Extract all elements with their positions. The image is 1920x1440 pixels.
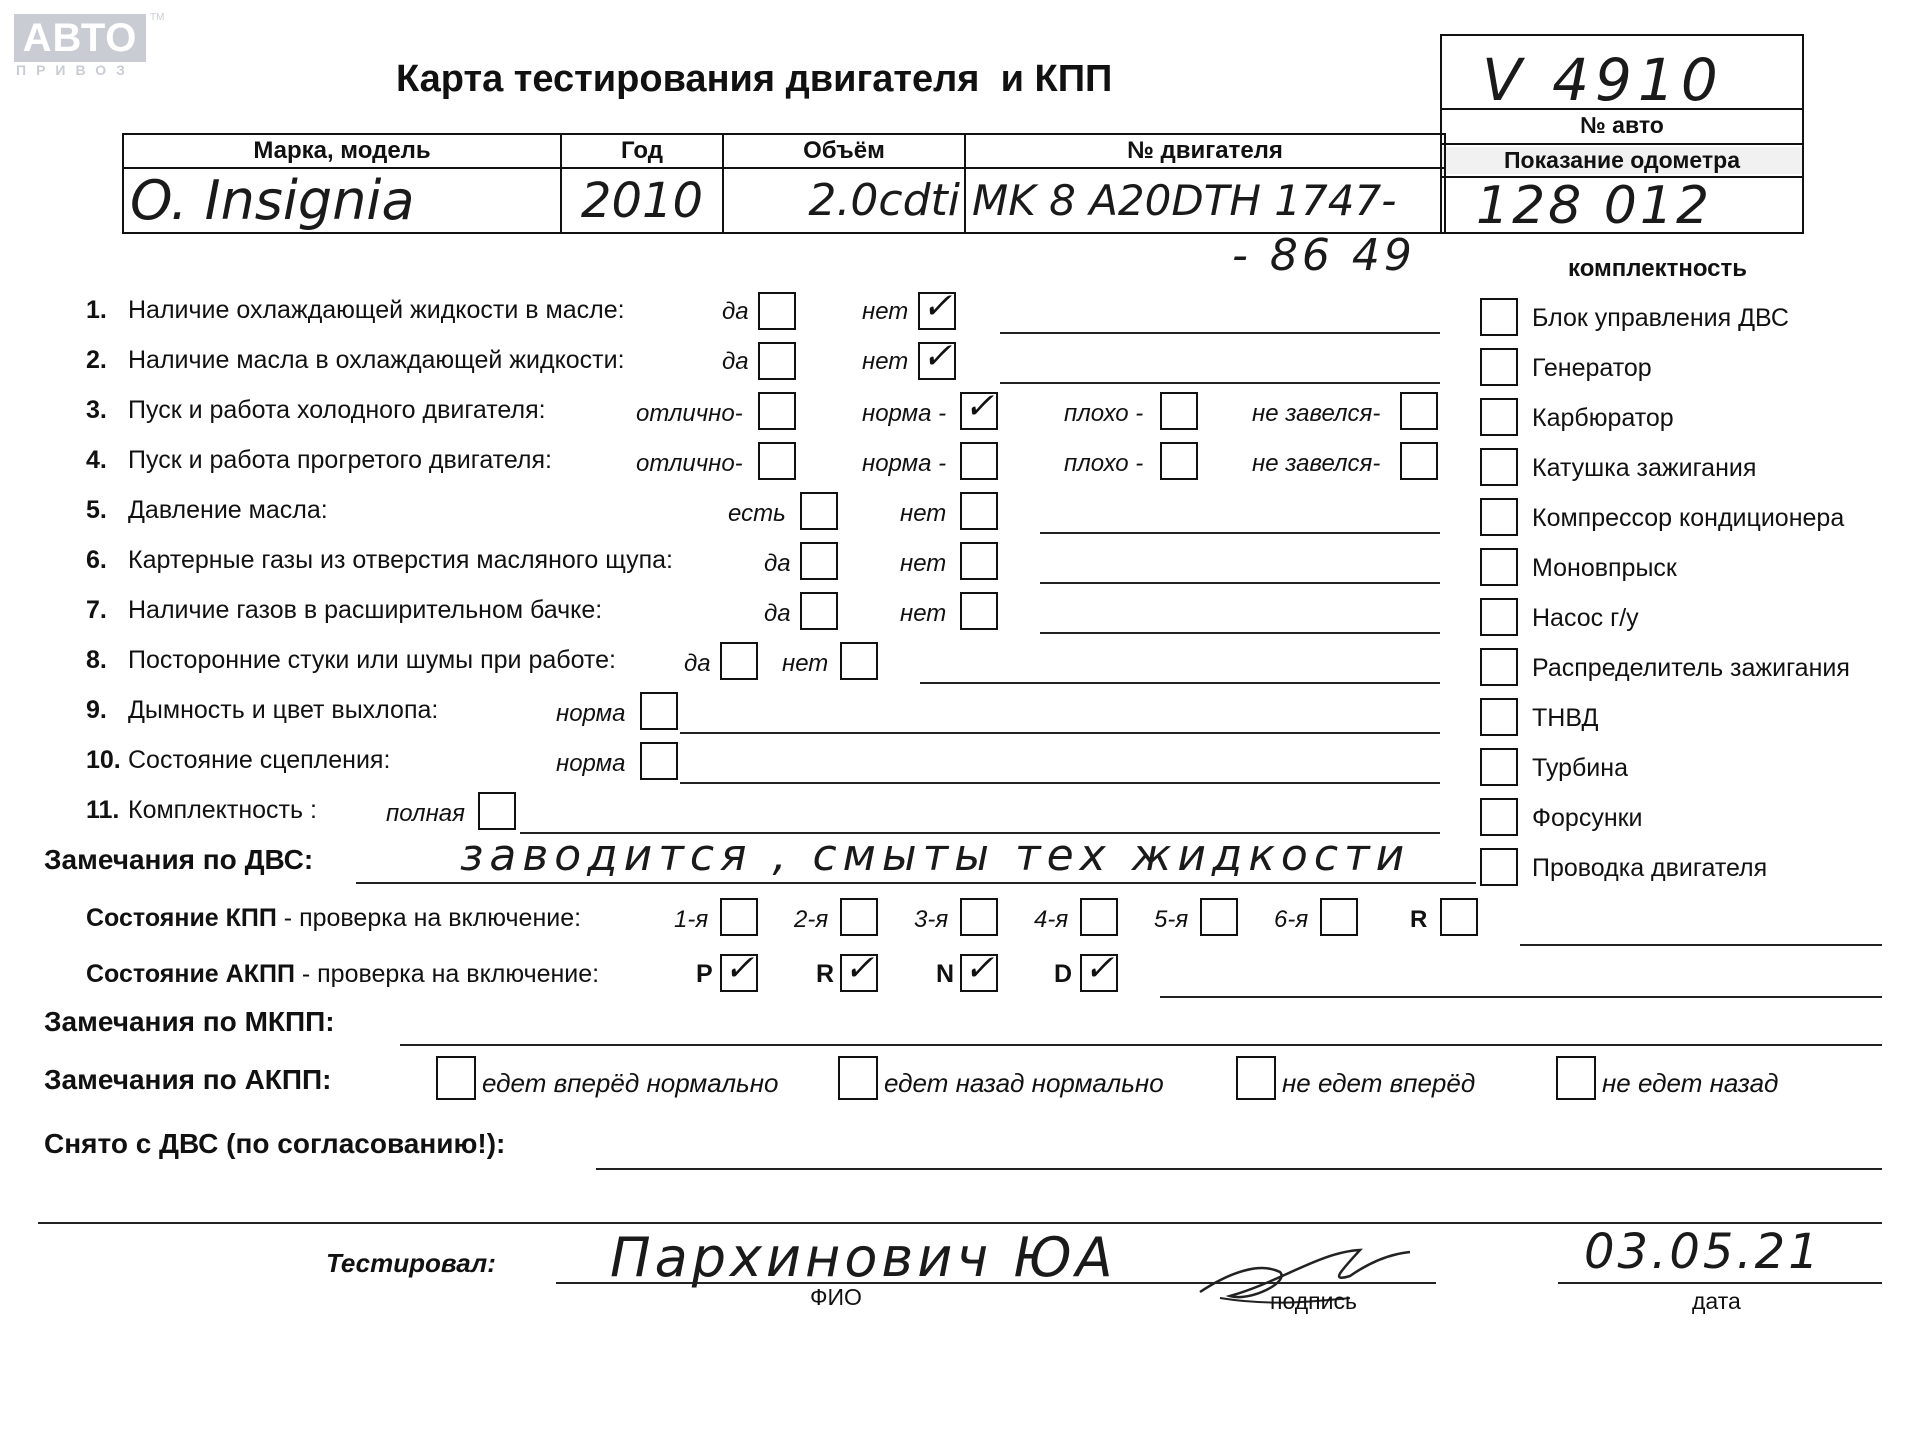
odometer-label: Показание одометра [1442, 147, 1802, 174]
q4-box-normal[interactable] [960, 442, 998, 480]
check-mark-icon: ✓ [724, 947, 755, 988]
auto-backward-normal-box[interactable] [838, 1056, 878, 1100]
q8-text: Посторонние стуки или шумы при работе: [128, 646, 616, 674]
comp-box-monoinjection[interactable] [1480, 548, 1518, 586]
q8-box-net[interactable] [840, 642, 878, 680]
q10-opt-norm: норма [556, 750, 626, 777]
comp-box-injectors[interactable] [1480, 798, 1518, 836]
comp-box-carburetor[interactable] [1480, 398, 1518, 436]
date-value: 03.05.21 [1584, 1224, 1822, 1280]
col-engine-number: № двигателя [965, 134, 1445, 168]
q5-box-net[interactable] [960, 492, 998, 530]
auto-no-backward-box[interactable] [1556, 1056, 1596, 1100]
col-volume: Объём [723, 134, 965, 168]
q7-opt-net: нет [900, 600, 947, 627]
comp-box-ecu[interactable] [1480, 298, 1518, 336]
check-mark-icon: ✓ [964, 385, 995, 426]
q8-num: 8. [86, 646, 107, 674]
q3-box-normal[interactable] [960, 385, 998, 430]
q5-opt-net: нет [900, 500, 947, 527]
gear-3-label: 3-я [914, 906, 949, 933]
comp-item: Насос г/у [1532, 604, 1639, 632]
q8-box-da[interactable] [720, 642, 758, 680]
gear-6-label: 6-я [1274, 906, 1309, 933]
gear-5-box[interactable] [1200, 898, 1238, 936]
q4-box-bad[interactable] [1160, 442, 1198, 480]
q5-opt-est: есть [728, 500, 786, 527]
comp-item: ТНВД [1532, 704, 1599, 732]
check-mark-icon: ✓ [922, 285, 953, 326]
q5-box-est[interactable] [800, 492, 838, 530]
auto-gear-d-label: D [1054, 960, 1073, 988]
gear-3-box[interactable] [960, 898, 998, 936]
auto-gear-n-box[interactable] [960, 947, 998, 992]
tested-label: Тестировал: [326, 1248, 496, 1278]
q5-num: 5. [86, 496, 107, 524]
q1-text: Наличие охлаждающей жидкости в масле: [128, 296, 625, 324]
q3-opt-excellent: отлично- [636, 400, 743, 427]
auto-gear-r-label: R [816, 960, 835, 988]
comp-item: Проводка двигателя [1532, 854, 1768, 882]
q9-text: Дымность и цвет выхлопа: [128, 696, 439, 724]
q8-opt-da: да [684, 650, 711, 677]
q6-opt-da: да [764, 550, 791, 577]
q9-num: 9. [86, 696, 107, 724]
comp-box-ac-compressor[interactable] [1480, 498, 1518, 536]
q7-box-net[interactable] [960, 592, 998, 630]
q2-box-net[interactable] [918, 335, 956, 380]
check-mark-icon: ✓ [844, 947, 875, 988]
removed-label: Снято с ДВС (по согласованию!): [44, 1128, 506, 1159]
q2-opt-net: нет [862, 348, 909, 375]
manual-remarks-label: Замечания по МКПП: [44, 1006, 335, 1037]
auto-gear-d-box[interactable] [1080, 947, 1118, 992]
q6-box-da[interactable] [800, 542, 838, 580]
q7-box-da[interactable] [800, 592, 838, 630]
auto-no-forward-label: не едет вперёд [1282, 1068, 1476, 1098]
car-number-value: V 4910 [1482, 46, 1724, 114]
comp-box-ps-pump[interactable] [1480, 598, 1518, 636]
logo-tm: TM [150, 12, 165, 23]
gear-6-box[interactable] [1320, 898, 1358, 936]
q11-opt-full: полная [386, 800, 465, 827]
auto-forward-normal-box[interactable] [436, 1056, 476, 1100]
gear-r-box[interactable] [1440, 898, 1478, 936]
engine-remarks-value: заводится , смыты тех жидкости [460, 830, 1411, 881]
col-year: Год [561, 134, 723, 168]
q11-num: 11. [86, 796, 120, 824]
q5-text: Давление масла: [128, 496, 328, 524]
q4-opt-no-start: не завелся- [1252, 450, 1381, 477]
tester-name-value: Пархинович ЮА [610, 1226, 1117, 1289]
q8-opt-net: нет [782, 650, 829, 677]
auto-forward-normal-label: едет вперёд нормально [482, 1068, 779, 1098]
check-mark-icon: ✓ [1084, 947, 1115, 988]
comp-item: Распределитель зажигания [1532, 654, 1850, 682]
q11-text: Комплектность : [128, 796, 317, 824]
gear-1-box[interactable] [720, 898, 758, 936]
q3-opt-normal: норма - [862, 400, 947, 427]
comp-item: Турбина [1532, 754, 1628, 782]
q3-num: 3. [86, 396, 107, 424]
q1-num: 1. [86, 296, 107, 324]
comp-item: Блок управления ДВС [1532, 304, 1789, 332]
gear-4-label: 4-я [1034, 906, 1069, 933]
make-model-value: O. Insignia [123, 168, 561, 233]
q3-box-bad[interactable] [1160, 392, 1198, 430]
auto-backward-normal-label: едет назад нормально [884, 1068, 1164, 1098]
logo-sub: ПРИВОЗ [16, 62, 135, 78]
q4-box-no-start[interactable] [1400, 442, 1438, 480]
car-number-label: № авто [1580, 112, 1664, 138]
q4-text: Пуск и работа прогретого двигателя: [128, 446, 552, 474]
q4-opt-bad: плохо - [1064, 450, 1144, 477]
auto-gear-r-box[interactable] [840, 947, 878, 992]
engine-remarks-label: Замечания по ДВС: [44, 844, 314, 875]
completeness-title: комплектность [1568, 255, 1748, 282]
q4-num: 4. [86, 446, 107, 474]
q10-text: Состояние сцепления: [128, 746, 391, 774]
vehicle-header-table [122, 133, 1446, 234]
q1-box-da[interactable] [758, 292, 796, 330]
q1-box-net[interactable] [918, 285, 956, 330]
comp-item: Моновпрыск [1532, 554, 1677, 582]
q1-opt-net: нет [862, 298, 909, 325]
q6-text: Картерные газы из отверстия масляного щупа: [128, 546, 673, 574]
comp-box-tnvd[interactable] [1480, 698, 1518, 736]
name-caption: ФИО [810, 1284, 862, 1310]
volume-value: 2.0cdti [723, 168, 965, 233]
comp-box-wiring[interactable] [1480, 848, 1518, 886]
q6-opt-net: нет [900, 550, 947, 577]
q6-num: 6. [86, 546, 107, 574]
comp-box-ignition-coil[interactable] [1480, 448, 1518, 486]
page-title: Карта тестирования двигателя и КПП [396, 58, 1113, 100]
manual-gearbox-label: Состояние КПП - проверка на включение: [86, 904, 582, 932]
signature-caption: подпись [1270, 1288, 1357, 1314]
q2-opt-da: да [722, 348, 749, 375]
gear-2-label: 2-я [794, 906, 829, 933]
engine-number-value: MK 8 A20DTH 1747- [965, 168, 1445, 233]
check-mark-icon: ✓ [922, 335, 953, 376]
auto-no-backward-label: не едет назад [1602, 1068, 1779, 1098]
comp-item: Катушка зажигания [1532, 454, 1757, 482]
q3-box-no-start[interactable] [1400, 392, 1438, 430]
q7-text: Наличие газов в расширительном бачке: [128, 596, 603, 624]
q10-num: 10. [86, 746, 121, 774]
auto-gearbox-label: Состояние АКПП - проверка на включение: [86, 960, 600, 988]
q11-box-full[interactable] [478, 792, 516, 830]
q3-opt-no-start: не завелся- [1252, 400, 1381, 427]
comp-item: Форсунки [1532, 804, 1643, 832]
q7-num: 7. [86, 596, 107, 624]
col-make-model: Марка, модель [123, 134, 561, 168]
check-mark-icon: ✓ [964, 947, 995, 988]
year-value: 2010 [561, 168, 723, 233]
q3-box-excellent[interactable] [758, 392, 796, 430]
comp-box-distributor[interactable] [1480, 648, 1518, 686]
auto-gear-n-label: N [936, 960, 955, 988]
comp-box-turbo[interactable] [1480, 748, 1518, 786]
q3-text: Пуск и работа холодного двигателя: [128, 396, 546, 424]
q10-box-norm[interactable] [640, 742, 678, 780]
gear-1-label: 1-я [674, 906, 709, 933]
logo [14, 12, 165, 78]
auto-remarks-label: Замечания по АКПП: [44, 1064, 332, 1095]
q3-opt-bad: плохо - [1064, 400, 1144, 427]
q2-box-da[interactable] [758, 342, 796, 380]
auto-no-forward-box[interactable] [1236, 1056, 1276, 1100]
q4-opt-normal: норма - [862, 450, 947, 477]
q2-num: 2. [86, 346, 107, 374]
q4-opt-excellent: отлично- [636, 450, 743, 477]
q9-box-norm[interactable] [640, 692, 678, 730]
gear-r-label: R [1410, 906, 1428, 933]
comp-item: Компрессор кондиционера [1532, 504, 1845, 532]
q1-opt-da: да [722, 298, 749, 325]
q6-box-net[interactable] [960, 542, 998, 580]
gear-4-box[interactable] [1080, 898, 1118, 936]
engine-number-cont: - 86 49 [1232, 230, 1416, 281]
gear-2-box[interactable] [840, 898, 878, 936]
q7-opt-da: да [764, 600, 791, 627]
q4-box-excellent[interactable] [758, 442, 796, 480]
comp-item: Карбюратор [1532, 404, 1674, 432]
date-caption: дата [1692, 1288, 1741, 1314]
comp-item: Генератор [1532, 354, 1652, 382]
car-info-box [1440, 34, 1804, 234]
auto-gear-p-box[interactable] [720, 947, 758, 992]
q2-text: Наличие масла в охлаждающей жидкости: [128, 346, 625, 374]
comp-box-generator[interactable] [1480, 348, 1518, 386]
logo-main: АВТО [14, 14, 146, 62]
auto-gear-p-label: P [696, 960, 713, 988]
gear-5-label: 5-я [1154, 906, 1189, 933]
q9-opt-norm: норма [556, 700, 626, 727]
odometer-value: 128 012 [1476, 176, 1713, 236]
